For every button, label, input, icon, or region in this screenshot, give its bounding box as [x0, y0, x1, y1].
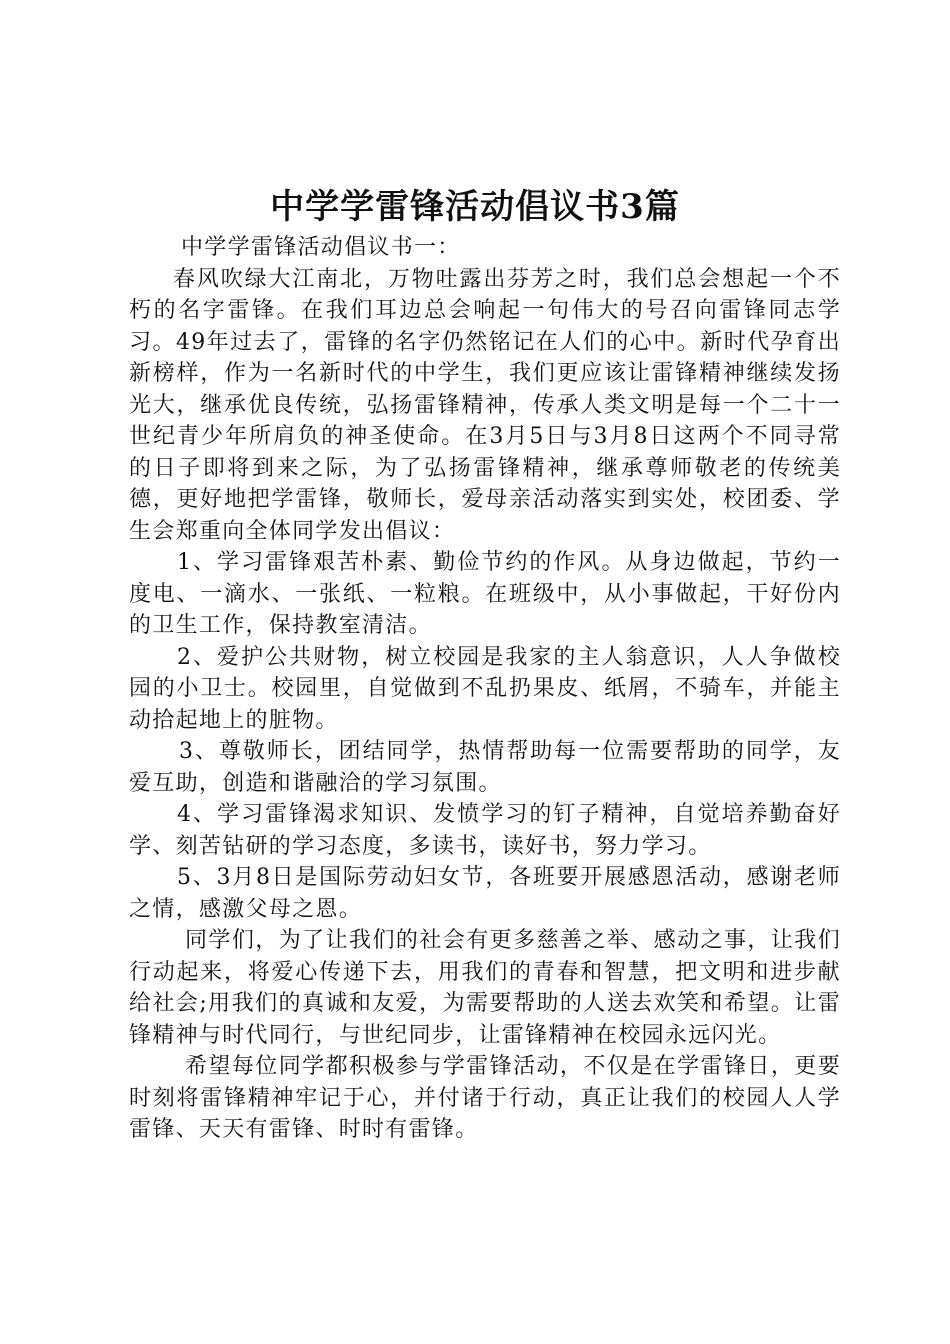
closing-paragraph: 希望每位同学都积极参与学雷锋活动，不仅是在学雷锋日，更要时刻将雷锋精神牢记于心，并付诸于行动，真正让我们的校园人人学雷锋、天天有雷锋、时时有雷锋。: [129, 1054, 841, 1142]
proposal-item-1: 1、学习雷锋艰苦朴素、勤俭节约的作风。从身边做起，节约一度电、一滴水、一张纸、一粒粮。在班级中，从小事做起，干好份内的卫生工作，保持教室清洁。: [129, 550, 841, 638]
proposal-item-3: 3、尊敬师长，团结同学，热情帮助每一位需要帮助的同学，友爱互助，创造和谐融洽的学习氛围。: [129, 739, 841, 796]
document-title: 中学学雷锋活动倡议书3篇: [270, 187, 680, 227]
appeal-paragraph: 同学们，为了让我们的社会有更多慈善之举、感动之事，让我们行动起来，将爱心传递下去，用我们的青春和智慧，把文明和进步献给社会;用我们的真诚和友爱，为需要帮助的人送去欢笑和希望。让雷锋精神与时代同行，与世纪同步，让雷锋精神在校园永远闪光。: [129, 928, 841, 1048]
document-body: [129, 232, 841, 1146]
proposal-item-5: 5、3月8日是国际劳动妇女节，各班要开展感恩活动，感谢老师之情，感激父母之恩。: [129, 865, 841, 922]
section-subtitle: 中学学雷锋活动倡议书一：: [181, 235, 461, 260]
proposal-item-4: 4、学习雷锋渴求知识、发愤学习的钉子精神，自觉培养勤奋好学、刻苦钻研的学习态度，多读书，读好书，努力学习。: [129, 802, 841, 859]
proposal-item-2: 2、爱护公共财物，树立校园是我家的主人翁意识，人人争做校园的小卫士。校园里，自觉做到不乱扔果皮、纸屑，不骑车，并能主动拾起地上的脏物。: [129, 644, 841, 733]
intro-paragraph: 春风吹绿大江南北，万物吐露出芬芳之时，我们总会想起一个不朽的名字雷锋。在我们耳边总会响起一句伟大的号召向雷锋同志学习。49年过去了，雷锋的名字仍然铭记在人们的心中。新时代孕育出新榜样，作为一名新时代的中学生，我们更应该让雷锋精神继续发扬光大，继承优良传统，弘扬雷锋精神，传承人类文明是每一个二十一世纪青少年所肩负的神圣使命。在3月5日与3月8日这两个不同寻常的日子即将到来之际，为了弘扬雷锋精神，继承尊师敬老的传统美德，更好地把学雷锋，敬师长，爱母亲活动落实到实处，校团委、学生会郑重向全体同学发出倡议：: [129, 266, 841, 544]
